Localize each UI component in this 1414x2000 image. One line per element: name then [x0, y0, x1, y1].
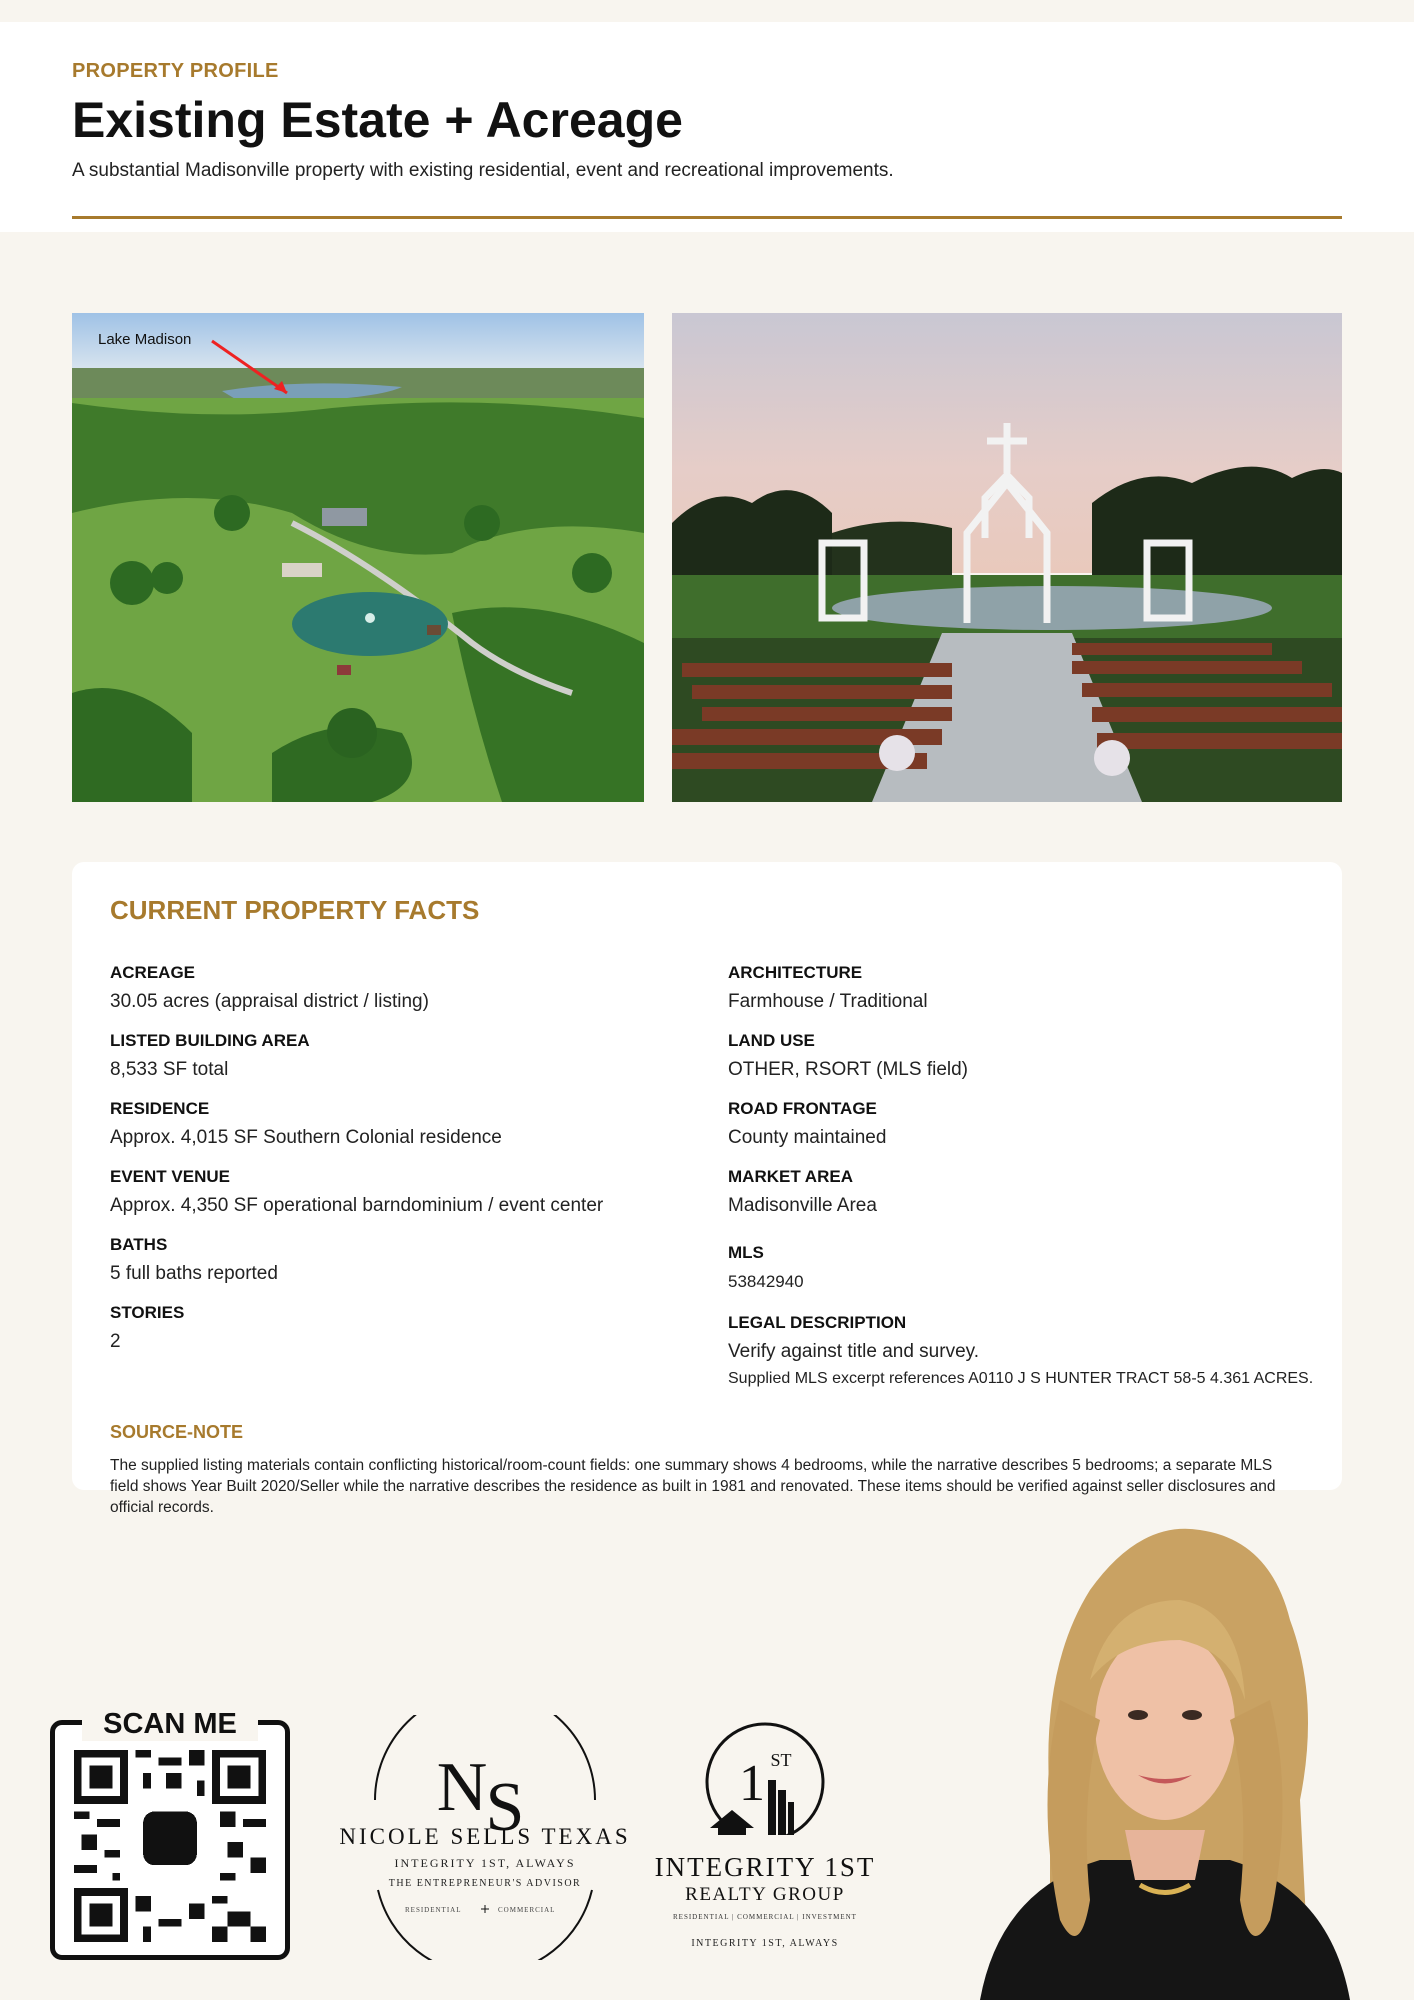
fact-value: 53842940: [728, 1272, 804, 1291]
header-divider: [72, 216, 1342, 219]
ns-tagline: INTEGRITY 1ST, ALWAYS: [394, 1856, 576, 1870]
i1-badge-sup: ST: [770, 1750, 792, 1770]
page-subtitle: A substantial Madisonville property with existing residential, event and recreational improvements.: [72, 160, 894, 181]
ns-subtitle: THE ENTREPRENEUR'S ADVISOR: [388, 1878, 582, 1889]
eyebrow-label: PROPERTY PROFILE: [72, 60, 279, 82]
fact-value: 5 full baths reported: [110, 1263, 278, 1284]
ns-commercial-label: COMMERCIAL: [498, 1906, 556, 1914]
fact-residence: [110, 1098, 502, 1150]
fact-mls: [728, 1242, 804, 1294]
fact-label: ARCHITECTURE: [728, 963, 863, 982]
fact-stories: [110, 1302, 184, 1354]
fact-label: LISTED BUILDING AREA: [110, 1031, 310, 1050]
integrity-1st-badge-icon: [690, 1720, 840, 1850]
fact-label: LEGAL DESCRIPTION: [728, 1313, 907, 1332]
fact-label: ACREAGE: [110, 963, 196, 982]
qr-code[interactable]: [74, 1750, 266, 1942]
source-note-text: The supplied listing materials contain conflicting historical/room-count fields: one summary shows 4 bedrooms, while the narrative describes 5 bedrooms; a separate MLS field shows Year Built 2020/Seller while the narrative describes the residence as built in 1981 and renovated. These items should be verified against seller disclosures and official records.: [110, 1457, 1276, 1516]
ns-brand-name: NICOLE SELLS TEXAS: [339, 1824, 631, 1849]
i1-tagline: INTEGRITY 1ST, ALWAYS: [691, 1938, 839, 1949]
fact-value: Approx. 4,350 SF operational barndominium / event center: [110, 1195, 604, 1216]
fact-label: RESIDENCE: [110, 1099, 210, 1118]
i1-brand-name: INTEGRITY 1ST: [654, 1852, 876, 1882]
fact-acreage: [110, 962, 429, 1014]
agent-photo-image: [940, 1500, 1390, 2000]
fact-value: Farmhouse / Traditional: [728, 991, 928, 1012]
fact-label: ROAD FRONTAGE: [728, 1099, 877, 1118]
fact-value: Approx. 4,015 SF Southern Colonial residence: [110, 1127, 502, 1148]
fact-value: 8,533 SF total: [110, 1059, 229, 1080]
venue-photo: [672, 313, 1342, 802]
qr-label: SCAN ME: [82, 1708, 258, 1741]
fact-event-venue: [110, 1166, 603, 1218]
fact-value: OTHER, RSORT (MLS field): [728, 1059, 969, 1080]
aerial-photo-image: [72, 313, 644, 802]
fact-legal-description: [728, 1312, 1313, 1388]
fact-road-frontage: [728, 1098, 886, 1150]
fact-note: Supplied MLS excerpt references A0110 J S HUNTER TRACT 58-5 4.361 ACRES.: [728, 1370, 1314, 1387]
ns-monogram-s: S: [485, 1769, 525, 1846]
ns-monogram-n: N: [436, 1749, 488, 1826]
fact-value: 30.05 acres (appraisal district / listing): [110, 991, 429, 1012]
fact-baths: [110, 1234, 278, 1286]
facts-heading: CURRENT PROPERTY FACTS: [110, 895, 480, 925]
i1-divisions: RESIDENTIAL | COMMERCIAL | INVESTMENT: [673, 1913, 857, 1921]
fact-label: STORIES: [110, 1303, 185, 1322]
fact-value: Madisonville Area: [728, 1195, 877, 1216]
fact-label: EVENT VENUE: [110, 1167, 230, 1186]
i1-subtitle: REALTY GROUP: [685, 1884, 845, 1905]
fact-label: MLS: [728, 1243, 764, 1262]
page-title: Existing Estate + Acreage: [72, 92, 683, 148]
ns-residential-label: RESIDENTIAL: [405, 1906, 462, 1914]
fact-label: LAND USE: [728, 1031, 815, 1050]
i1-badge-number: 1: [739, 1755, 765, 1812]
fact-architecture: [728, 962, 928, 1014]
integrity-1st-logo: [690, 1720, 840, 1850]
fact-value: County maintained: [728, 1127, 887, 1148]
qr-code-icon: [74, 1750, 266, 1942]
fact-market-area: [728, 1166, 877, 1218]
lake-label: Lake Madison: [98, 331, 192, 348]
source-note-label: SOURCE-NOTE: [110, 1422, 244, 1442]
fact-value: 2: [110, 1331, 121, 1352]
fact-label: MARKET AREA: [728, 1167, 853, 1186]
fact-value: Verify against title and survey.: [728, 1341, 979, 1362]
aerial-photo: [72, 313, 644, 802]
fact-label: BATHS: [110, 1235, 168, 1254]
fact-building-area: [110, 1030, 310, 1082]
venue-photo-image: [672, 313, 1342, 802]
fact-land-use: [728, 1030, 968, 1082]
agent-portrait: [940, 1500, 1390, 2000]
